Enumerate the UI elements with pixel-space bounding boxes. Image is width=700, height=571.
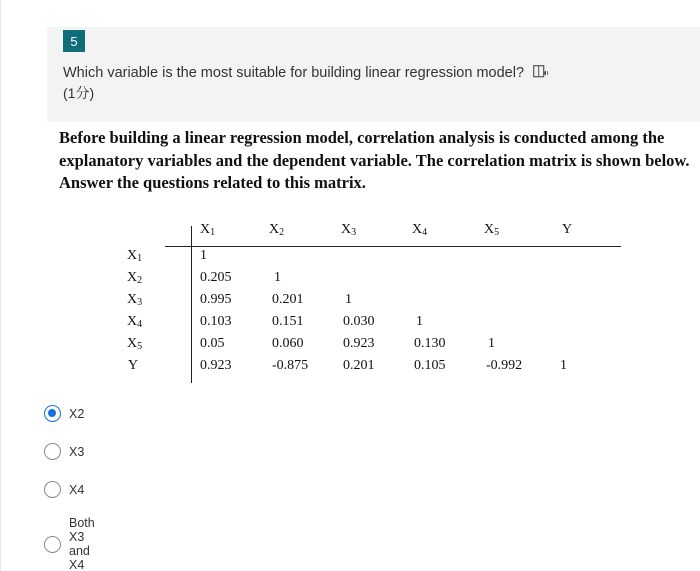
intro-paragraph: Before building a linear regression model, correlation analysis is conducted among the explanatory variables and the dependent variable. The correlation matrix is shown below. Answer the questions related to this matrix.: [59, 128, 690, 192]
matrix-row-label-base: X: [127, 248, 138, 263]
matrix-col-header-subscript: 5: [494, 227, 500, 238]
matrix-row-label-base: X: [127, 292, 138, 307]
matrix-row-label: [127, 314, 142, 330]
matrix-row-label-subscript: 5: [137, 341, 143, 352]
matrix-row-label: [128, 358, 138, 374]
matrix-cell: 0.205: [200, 270, 232, 285]
matrix-row-label-base: X: [127, 336, 138, 351]
matrix-cell: 0.201: [343, 358, 375, 373]
matrix-cell: -0.992: [486, 358, 523, 373]
matrix-cell: 0.201: [272, 292, 304, 307]
matrix-col-header: [412, 222, 427, 238]
question-number-badge: 5: [63, 30, 85, 52]
matrix-row-label-subscript: 3: [137, 297, 143, 308]
matrix-cell: -0.875: [272, 358, 309, 373]
radio-icon[interactable]: [44, 536, 61, 553]
question-text: Which variable is the most suitable for building linear regression model?: [63, 65, 525, 81]
matrix-cell: 0.05: [200, 336, 225, 351]
matrix-col-header: [484, 222, 499, 238]
matrix-col-header-base: X: [484, 222, 495, 237]
matrix-row-label-subscript: 2: [137, 275, 143, 286]
matrix-col-header-base: X: [412, 222, 423, 237]
matrix-col-header-base: X: [269, 222, 280, 237]
question-text-line: [63, 64, 549, 82]
answer-option[interactable]: [44, 405, 84, 422]
answer-option[interactable]: [44, 481, 84, 498]
matrix-row-label-base: X: [127, 314, 138, 329]
matrix-cell: 0.995: [200, 292, 232, 307]
question-points: (1分): [63, 85, 95, 101]
matrix-header-rule: [165, 246, 621, 247]
matrix-cell: 1: [274, 270, 281, 285]
matrix-cell: 0.923: [200, 358, 232, 373]
matrix-col-header-subscript: 4: [422, 227, 428, 238]
matrix-row-label: [127, 336, 142, 352]
matrix-cell: 0.130: [414, 336, 446, 351]
matrix-col-header-subscript: 3: [351, 227, 357, 238]
matrix-row-label-subscript: 4: [137, 319, 143, 330]
matrix-cell: 1: [416, 314, 423, 329]
matrix-cell: 0.923: [343, 336, 375, 351]
matrix-col-header-subscript: 2: [279, 227, 285, 238]
answer-option[interactable]: [44, 516, 95, 571]
matrix-col-header: [562, 222, 572, 238]
answer-option-label: X2: [69, 406, 85, 421]
matrix-cell: 1: [488, 336, 495, 351]
matrix-row-label: [127, 270, 142, 286]
page-border: [0, 0, 1, 571]
matrix-row-label-base: X: [127, 270, 138, 285]
question-card: [47, 27, 700, 387]
matrix-cell: 0.105: [414, 358, 446, 373]
matrix-row-label-subscript: 1: [137, 253, 143, 264]
matrix-col-header-subscript: 1: [210, 227, 216, 238]
matrix-col-header-base: Y: [562, 222, 573, 237]
matrix-cell: 0.030: [343, 314, 375, 329]
matrix-row-label: [127, 248, 142, 264]
matrix-cell: 1: [200, 248, 207, 263]
answer-option[interactable]: [44, 443, 84, 460]
matrix-cell: 0.151: [272, 314, 304, 329]
matrix-cell: 0.103: [200, 314, 232, 329]
radio-icon[interactable]: [44, 481, 61, 498]
answer-option-label: X3: [69, 444, 85, 459]
matrix-col-header-base: X: [341, 222, 352, 237]
answer-option-label: X4: [69, 482, 85, 497]
answer-option-label: Both X3 and X4: [69, 516, 95, 571]
radio-selected-icon[interactable]: [44, 405, 61, 422]
matrix-col-header: [269, 222, 284, 238]
matrix-row-rule: [191, 226, 192, 383]
immersive-reader-icon[interactable]: [533, 65, 549, 78]
radio-icon[interactable]: [44, 443, 61, 460]
matrix-col-header: [341, 222, 356, 238]
matrix-col-header: [200, 222, 215, 238]
matrix-row-label: [127, 292, 142, 308]
matrix-row-label-base: Y: [128, 358, 139, 373]
matrix-cell: 1: [345, 292, 352, 307]
matrix-cell: 1: [560, 358, 567, 373]
question-image: [47, 122, 700, 387]
correlation-matrix: [47, 122, 700, 387]
matrix-col-header-base: X: [200, 222, 211, 237]
matrix-cell: 0.060: [272, 336, 304, 351]
